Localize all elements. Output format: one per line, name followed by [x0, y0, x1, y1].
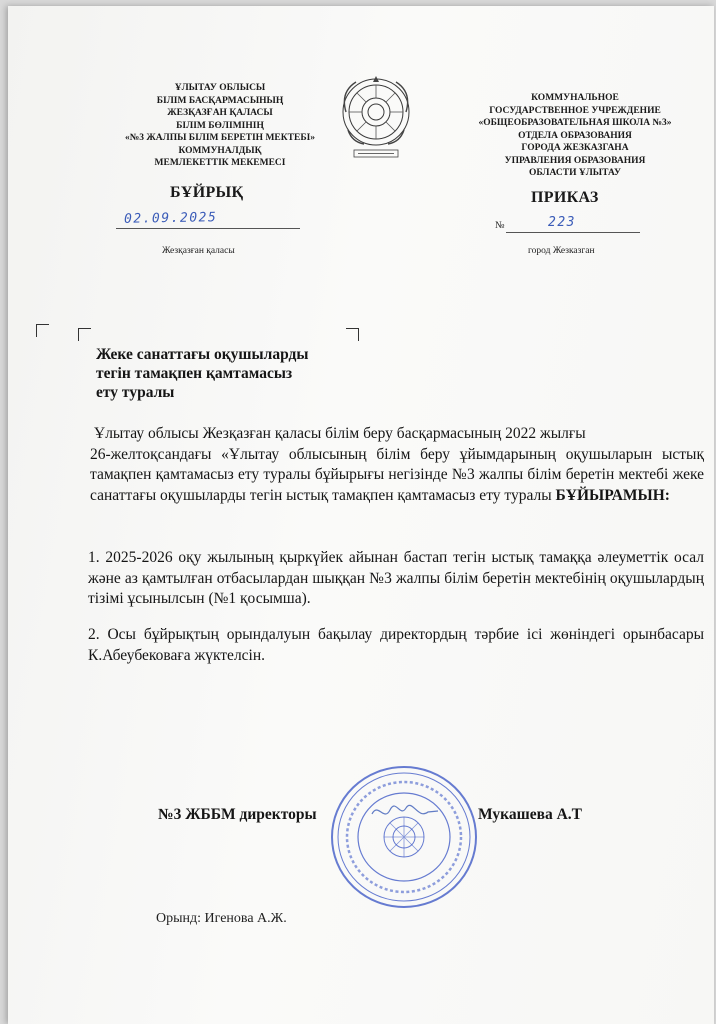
header-right-russian — [440, 92, 710, 180]
order-subject — [96, 345, 308, 402]
handwritten-number: 223 — [548, 215, 576, 230]
handwritten-signature-icon — [338, 792, 458, 832]
header-right-line: ГОСУДАРСТВЕННОЕ УЧРЕЖДЕНИЕ — [489, 105, 661, 116]
order-title-russian: ПРИКАЗ — [531, 189, 599, 206]
header-right-line: ГОРОДА ЖЕЗКАЗГАНА — [521, 143, 629, 153]
place-kazakh: Жезқазған қаласы — [162, 246, 235, 256]
signature-name: Мукашева А.Т — [478, 806, 582, 823]
order-decree-word: БҰЙЫРАМЫН: — [555, 486, 670, 504]
subject-line: тегін тамақпен қамтамасыз — [96, 365, 293, 382]
executor-note: Орынд: Игенова А.Ж. — [156, 911, 287, 926]
handwritten-date: 02.09.2025 — [123, 210, 218, 227]
intro-paragraph — [90, 424, 704, 506]
place-russian: город Жезказган — [528, 246, 595, 256]
official-stamp-icon — [328, 762, 480, 912]
header-left-line: БІЛІМ БАСҚАРМАСЫНЫҢ — [156, 95, 284, 106]
header-right-line: ОБЛАСТИ ҰЛЫТАУ — [529, 168, 621, 178]
header-right-line: ОТДЕЛА ОБРАЗОВАНИЯ — [518, 130, 632, 141]
corner-mark — [78, 328, 91, 341]
number-label: № — [495, 220, 505, 231]
subject-line: Жеке санаттағы оқушыларды — [96, 346, 309, 363]
header-left-line: БІЛІМ БӨЛІМІНІҢ — [176, 120, 264, 131]
corner-mark — [346, 328, 359, 341]
header-right-line: УПРАВЛЕНИЯ ОБРАЗОВАНИЯ — [504, 155, 646, 166]
order-item-1: 1. 2025-2026 оқу жылының қыркүйек айынан бастап тегін ыстық тамаққа әлеуметтік осал және аз қамтылған отбасылардан шыққан №3 жалпы білім беретін мектебінің оқушылардың тізімі ұсынылсын (№1 қосымша). — [88, 549, 704, 607]
header-left-line: ҰЛЫТАУ ОБЛЫСЫ — [174, 83, 266, 93]
order-item-2: 2. Осы бұйрықтың орындалуын бақылау директордың тәрбие ісі жөніндегі орынбасары К.Абеубековаға жүктелсін. — [88, 626, 704, 664]
intro-first-line: Ұлытау облысы Жезқазған қаласы білім беру басқармасының 2022 жылғы — [94, 425, 586, 442]
state-emblem-icon — [338, 72, 414, 166]
header-left-line: «№3 ЖАЛПЫ БІЛІМ БЕРЕТІН МЕКТЕБІ» — [124, 133, 316, 143]
corner-mark — [36, 324, 49, 337]
header-right-line: КОММУНАЛЬНОЕ — [531, 93, 619, 103]
order-title-kazakh: БҰЙРЫҚ — [170, 184, 244, 201]
document-page — [8, 6, 714, 1024]
header-right-line: «ОБЩЕОБРАЗОВАТЕЛЬНАЯ ШКОЛА №3» — [478, 118, 672, 128]
header-left-line: ЖЕЗҚАЗҒАН ҚАЛАСЫ — [167, 108, 273, 118]
header-left-line: КОММУНАЛДЫҚ — [178, 145, 262, 156]
subject-line: ету туралы — [96, 384, 175, 401]
header-left-kazakh — [90, 82, 350, 170]
signature-title: №3 ЖББМ директоры — [158, 806, 317, 823]
header-left-line: МЕМЛЕКЕТТІК МЕКЕМЕСІ — [154, 158, 286, 168]
intro-text: 26-желтоқсандағы «Ұлытау облысының білім беру ұйымдарының оқушыларын ыстық тамақпен қамтамасыз ету туралы бұйырығы негізінде №3 жалпы білім беретін мектебі жеке санаттағы оқушыларды тегін ыстық тамақпен қамтамасыз ету туралы — [90, 445, 704, 504]
date-line — [116, 228, 300, 229]
number-line — [506, 232, 640, 233]
